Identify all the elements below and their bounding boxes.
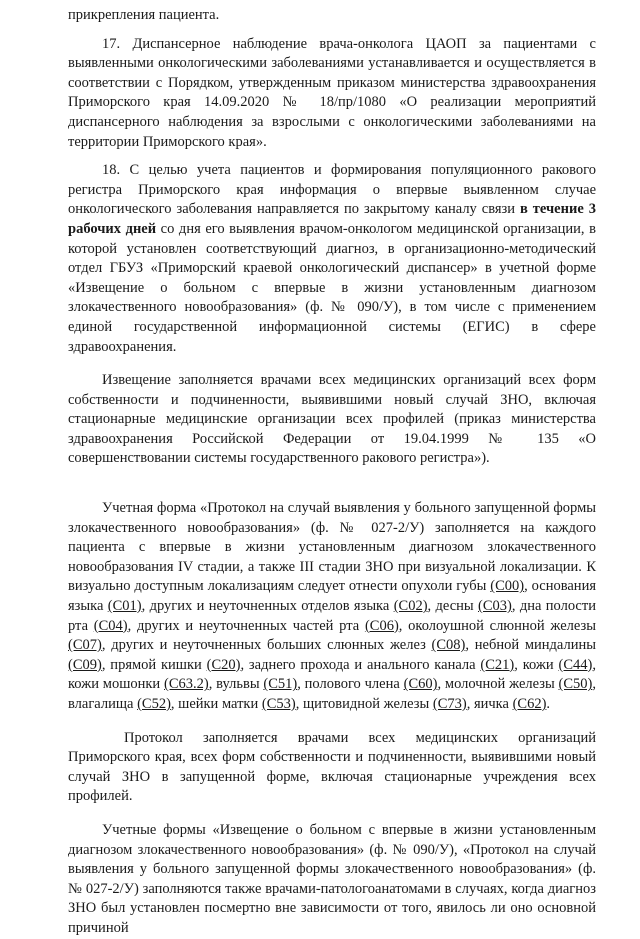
icd-code: (С50)	[558, 676, 593, 693]
icd-code: (С09)	[68, 656, 102, 673]
form-text: , десны	[427, 598, 478, 615]
form-text: Учетная форма «Протокол на случай выявления у больного запущенной формы злокачественного новообразования» (ф. № 027-2/У) заполняется на каждого пациента с впервые в жизни установленным диагнозом злокачественного новообразования IV стадии, а также III стадии ЗНО при визуальной локализации. К визуально доступным локализациям следует отнести опухоли губы	[68, 500, 596, 595]
paragraph-notice: Извещение заполняется врачами всех медицинских организаций всех форм собственности и подчиненности, выявившими новый случай ЗНО, включая стационарные медицинские организации всех профилей (приказ министерства здравоохранения Российской Федерации от 19.04.1999 № 135 «О совершенствовании системы государственного ракового регистра»).	[68, 372, 596, 467]
icd-code: (С44)	[558, 656, 593, 673]
paragraph-forms-pathologists: Учетные формы «Извещение о больном с впервые в жизни установленным диагнозом злокачественного новообразования» (ф. № 090/У), «Протокол на случай выявления у больного запущенной формы злокачественного новообразования» (ф. № 027-2/У) заполняются также врачами-патологоанатомами в случаях, когда диагноз ЗНО был установлен посмертно вне зависимости от того, явилось ли оно основной причиной	[68, 821, 596, 936]
icd-code: (С52)	[137, 696, 171, 712]
icd-code: (С08)	[431, 637, 466, 654]
form-text: , околоушной слюнной железы	[398, 617, 596, 634]
paragraph-18-bold-deadline: в течение 3 рабочих дней	[68, 201, 596, 237]
paragraph-protocol: Протокол заполняется врачами всех медицинских организаций Приморского края, всех форм собственности и подчиненности, выявившими новый случай ЗНО в запущенной форме, включая стационарные учреждения всех профилей.	[68, 729, 596, 805]
paragraph-form-027	[68, 499, 596, 715]
form-text: , других и неуточненных частей рта	[127, 617, 365, 634]
form-text: , шейки матки	[170, 696, 262, 712]
icd-code: (С04)	[93, 617, 128, 634]
icd-code: (С06)	[364, 617, 399, 634]
form-text: , прямой кишки	[101, 656, 207, 673]
form-text: , молочной железы	[437, 676, 559, 693]
form-text: , щитовидной железы	[295, 696, 433, 712]
paragraph-18	[68, 161, 596, 357]
form-text: , других и неуточненных отделов языка	[141, 598, 394, 615]
paragraph-17: 17. Диспансерное наблюдение врача-онколога ЦАОП за пациентами с выявленными онкологическими заболеваниями устанавливается и осуществляется в соответствии с Порядком, утвержденным приказом министерства здравоохранения Приморского края 14.09.2020 № 18/пр/1080 «О реализации мероприятий диспансерного наблюдения за взрослыми с онкологическими заболеваниями на территории Приморского края».	[68, 35, 596, 150]
icd-code: (С02)	[393, 598, 428, 615]
icd-code: (С00)	[490, 578, 525, 595]
icd-code: (С62)	[512, 696, 547, 712]
icd-code: (С73)	[432, 696, 467, 712]
icd-code: (С01)	[107, 598, 142, 615]
paragraph-18-part-a: 18. С целью учета пациентов и формирования популяционного ракового регистра Приморского края информация о впервые выявленном случае онкологического заболевания направляется по закрытому каналу связи	[68, 162, 596, 218]
form-text: , кожи мошонки	[68, 656, 596, 693]
icd-code: (С51)	[263, 676, 298, 693]
icd-code: (С53)	[261, 696, 296, 712]
icd-code: (С21)	[480, 656, 515, 673]
paragraph-18-part-b: со дня его выявления врачом-онкологом медицинской организации, в которой установлен соответствующий диагноз, в организационно-методический отдел ГБУЗ «Приморский краевой онкологический диспансер» в учетной форме «Извещение о больном с впервые в жизни установленным диагнозом злокачественного новообразования» (ф. № 090/У), в том числе с применением единой государственной информационной системы (ЕГИС) в сфере здравоохранения.	[68, 220, 596, 355]
form-text: , основания языка	[68, 578, 596, 615]
icd-code: (С60)	[403, 676, 438, 693]
form-text: , кожи	[514, 656, 559, 673]
icd-code: (С63.2)	[164, 676, 209, 693]
form-text: , дна полости рта	[68, 598, 596, 634]
form-text: , вульвы	[208, 676, 264, 693]
icd-code: (С03)	[478, 598, 512, 615]
form-text: , полового члена	[297, 676, 404, 693]
form-text: , небной миндалины	[465, 637, 596, 654]
form-text: , влагалища	[68, 676, 596, 712]
form-text: , заднего прохода и анального канала	[240, 656, 481, 673]
form-text: , других и неуточненных больших слюнных желез	[101, 637, 432, 654]
icd-code: (С07)	[68, 637, 102, 654]
paragraph-continuation: прикрепления пациента.	[68, 7, 220, 23]
form-text: , яичка	[466, 696, 513, 712]
icd-code: (С20)	[206, 656, 241, 673]
form-text: .	[546, 696, 551, 712]
